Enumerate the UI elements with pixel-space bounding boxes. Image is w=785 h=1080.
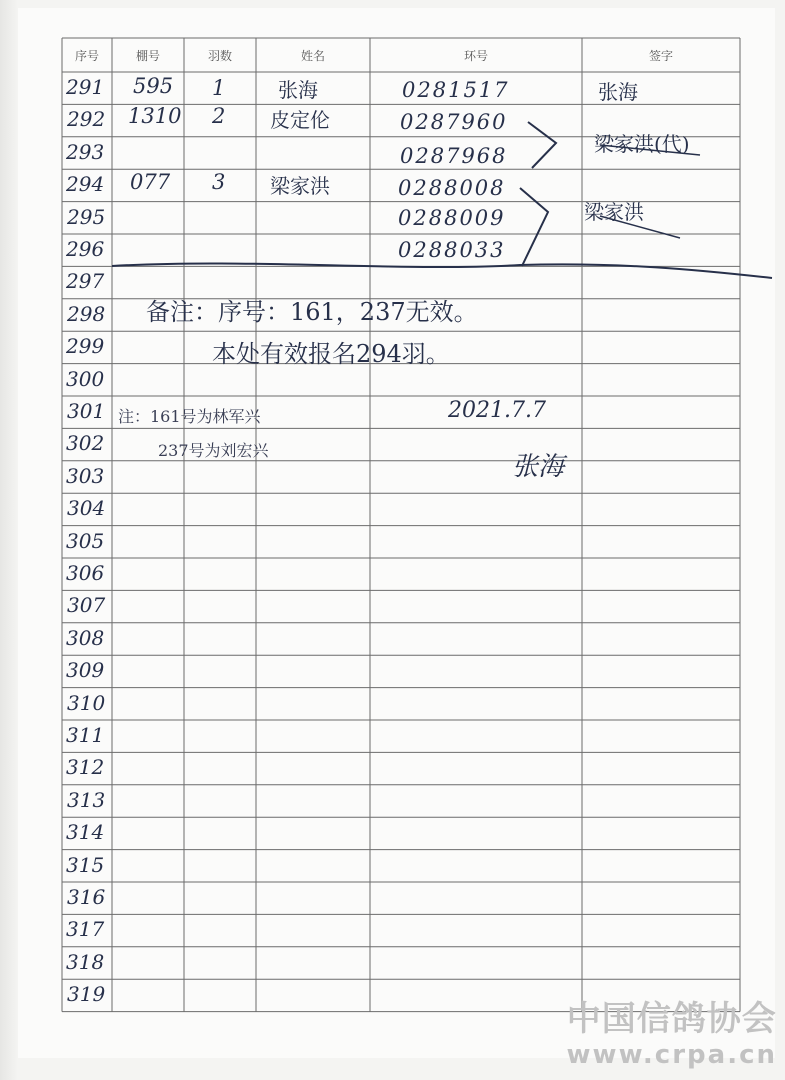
bracket-mark xyxy=(528,122,556,168)
seq-number: 305 xyxy=(66,528,105,553)
signature: 张海 xyxy=(598,80,638,104)
owner-name: 皮定伦 xyxy=(270,108,330,132)
seq-number: 304 xyxy=(67,496,106,521)
pigeon-count: 3 xyxy=(212,170,226,194)
ring-number: 0287968 xyxy=(400,144,508,168)
ring-number: 0288009 xyxy=(398,206,506,230)
header-count: 羽数 xyxy=(207,48,232,63)
remark-divider-stroke xyxy=(112,263,772,278)
seq-number: 309 xyxy=(66,658,105,683)
owner-name: 张海 xyxy=(278,78,318,102)
seq-number: 313 xyxy=(67,787,106,812)
header-seq: 序号 xyxy=(74,48,99,63)
seq-number: 303 xyxy=(66,463,105,488)
ring-number: 0287960 xyxy=(400,110,508,134)
seq-number: 308 xyxy=(66,625,105,650)
seq-number: 299 xyxy=(66,334,105,359)
watermark-name: 中国信鸽协会 xyxy=(566,999,777,1039)
seq-number: 297 xyxy=(66,269,105,294)
seq-number: 302 xyxy=(66,431,105,456)
header-sign: 签字 xyxy=(648,48,673,63)
seq-number: 301 xyxy=(67,399,106,423)
seq-number: 298 xyxy=(67,301,106,326)
watermark-url: www.crpa.cn xyxy=(566,1040,777,1070)
seq-number: 311 xyxy=(66,723,105,747)
seq-number: 292 xyxy=(67,107,106,132)
ring-number: 0281517 xyxy=(402,78,510,102)
seq-number: 295 xyxy=(67,204,106,229)
signature: 梁家洪(代) xyxy=(594,132,690,156)
header-name: 姓名 xyxy=(300,48,325,63)
remark-line-1: 备注：序号：161，237无效。 xyxy=(146,298,478,326)
ring-number: 0288008 xyxy=(398,176,506,200)
bracket-mark xyxy=(520,188,548,266)
seq-number: 312 xyxy=(66,755,105,780)
remark-date: 2021.7.7 xyxy=(448,398,546,423)
seq-number: 310 xyxy=(67,690,106,715)
header-ring: 环号 xyxy=(463,48,488,63)
remark-line-2: 本处有效报名294羽。 xyxy=(212,340,450,368)
loft-number: 077 xyxy=(130,170,171,194)
owner-name: 梁家洪 xyxy=(270,174,330,198)
header-loft: 棚号 xyxy=(135,48,160,63)
ring-number: 0288033 xyxy=(398,238,506,262)
seq-number: 318 xyxy=(66,949,105,974)
seq-number: 306 xyxy=(66,561,105,585)
loft-number: 595 xyxy=(133,74,174,98)
loft-number: 1310 xyxy=(128,104,182,128)
pigeon-count: 2 xyxy=(212,104,226,128)
seq-number: 307 xyxy=(67,593,106,618)
remark-note-2: 237号为刘宏兴 xyxy=(158,441,269,460)
seq-number: 319 xyxy=(67,982,106,1007)
seq-number: 296 xyxy=(66,237,105,261)
remark-note-1: 注：161号为林军兴 xyxy=(118,407,261,426)
seq-number: 300 xyxy=(66,366,105,391)
seq-number: 314 xyxy=(66,820,105,845)
remark-signature: 张海 xyxy=(512,452,565,482)
seq-number: 317 xyxy=(66,917,105,942)
signature: 梁家洪 xyxy=(584,200,644,224)
seq-number: 293 xyxy=(66,139,105,164)
seq-number: 315 xyxy=(66,852,105,877)
seq-number: 316 xyxy=(67,885,106,909)
watermark xyxy=(567,991,777,1070)
seq-number: 291 xyxy=(66,75,105,99)
pigeon-count: 1 xyxy=(212,76,226,100)
seq-number: 294 xyxy=(66,172,105,197)
